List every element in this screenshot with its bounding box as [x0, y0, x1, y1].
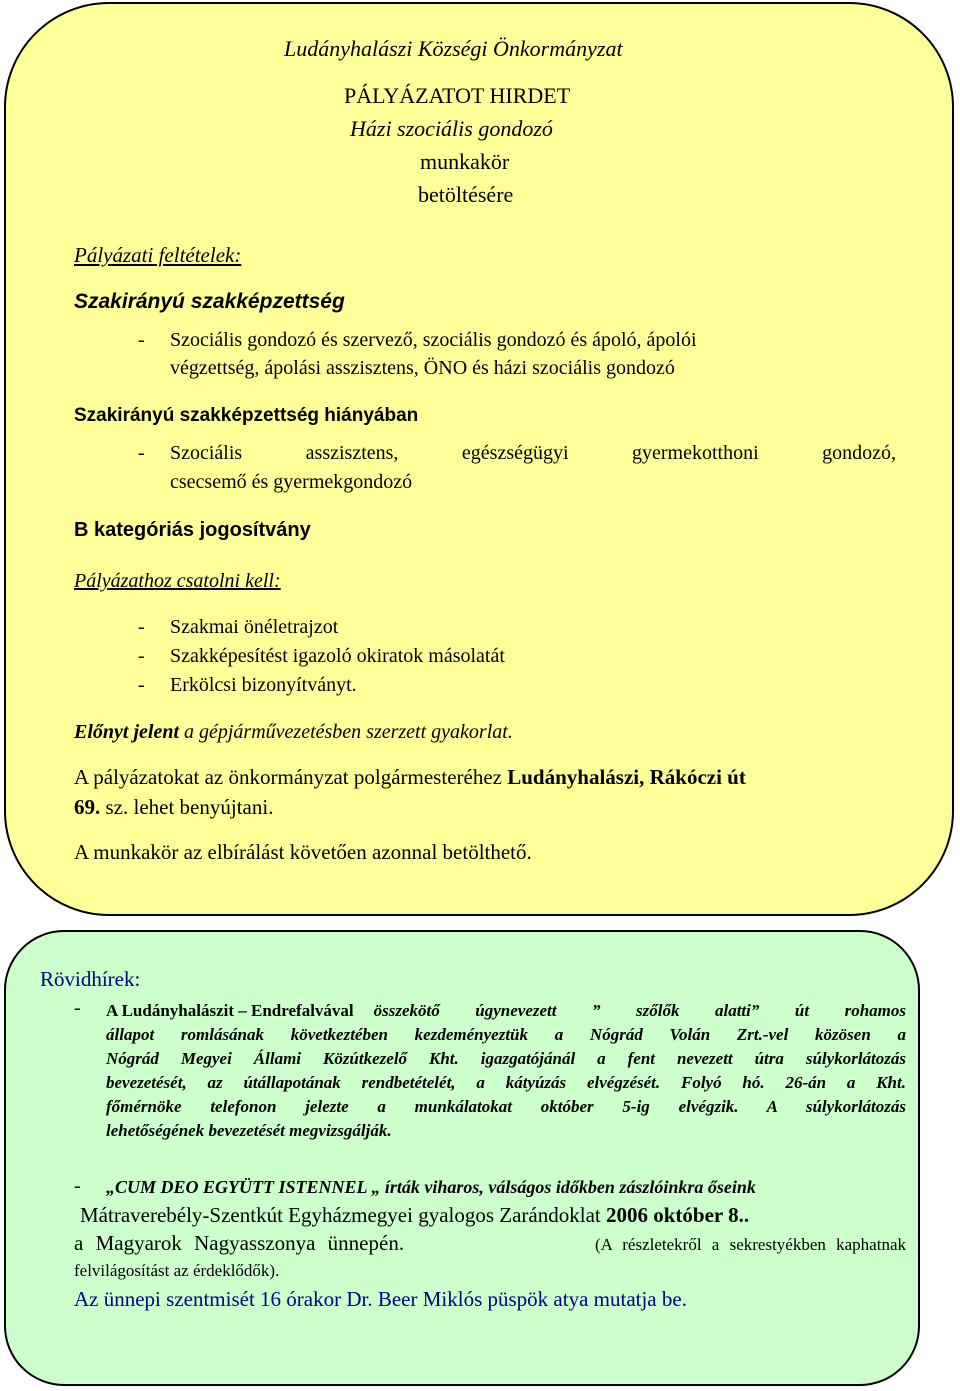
news-item-2-line-5: Az ünnepi szentmisét 16 órakor Dr. Beer Miklós püspök atya mutatja be. — [74, 1287, 687, 1311]
news-heading: Rövidhírek: — [40, 967, 141, 991]
news-item-1-line-2: állapot romlásának következtében kezdeményeztük a Nógrád Volán Zrt.-vel közösen a — [106, 1025, 906, 1044]
position-line-4: betöltésére — [418, 182, 514, 207]
qualification-line-1: Szociális gondozó és szervező, szociális gondozó és ápoló, ápolói — [170, 329, 697, 351]
advantage-rest: a gépjárművezetésben szerzett gyakorlat. — [179, 721, 513, 743]
qualification-line-2: végzettség, ápolási asszisztens, ÖNO és házi szociális gondozó — [170, 357, 675, 379]
pilgrimage-date: 2006 október 8.. — [605, 1203, 750, 1227]
news-item-2-line-4: felvilágosítást az érdeklődők). — [74, 1261, 280, 1280]
conditions-heading: Pályázati feltételek: — [74, 243, 242, 267]
news-item-2-line-3 — [74, 1231, 906, 1256]
news-item-1-dash: - — [74, 997, 81, 1019]
submission-line-1 — [74, 765, 746, 790]
submission-text: A pályázatokat az önkormányzat polgármesteréhez — [74, 765, 508, 789]
news-item-1-line-5: főmérnöke telefonon jelezte a munkálatokat október 5-ig elvégzik. A súlykorlátozás — [106, 1097, 906, 1116]
news-item-2-line-2 — [80, 1203, 749, 1228]
news-item-1-line-4: bevezetését, az útállapotának rendbetételét, a kátyúzás elvégzését. Folyó hó. 26-án a Kht. — [106, 1073, 906, 1092]
news-item-2-dash: - — [74, 1175, 81, 1197]
attachment-item: Szakmai önéletrajzot — [170, 616, 339, 638]
news-item-1-line-1 — [106, 1001, 906, 1021]
news-item-1-line-3: Nógrád Megyei Állami Közútkezelő Kht. igazgatójánál a fent nevezett útra súlykorlátozás — [106, 1049, 906, 1068]
qualification-heading: Szakirányú szakképzettség — [74, 290, 345, 313]
details-note: (A részletekről a sekrestyékben kaphatnak — [595, 1235, 906, 1254]
submission-house-number: 69. — [74, 795, 101, 819]
pilgrimage-name: Mátraverebély-Szentkút Egyházmegyei gyalogos Zarándoklat — [80, 1203, 606, 1227]
submission-text: sz. lehet benyújtani. — [100, 795, 274, 819]
attachment-item: Erkölcsi bizonyítványt. — [170, 674, 357, 696]
organization-name: Ludányhalászi Községi Önkormányzat — [284, 36, 623, 61]
advantage-bold: Előnyt jelent — [74, 721, 179, 743]
attachment-dash: - — [138, 674, 145, 696]
qualification-dash: - — [138, 329, 145, 351]
news-panel — [4, 930, 920, 1386]
attachments-heading: Pályázathoz csatolni kell: — [74, 570, 281, 592]
advantage-line — [74, 721, 513, 744]
attachment-dash: - — [138, 645, 145, 667]
news-item-1-text: összekötő úgynevezett ” szőlők alatti” út rohamos — [373, 1001, 906, 1020]
alt-qualification-heading: Szakirányú szakképzettség hiányában — [74, 405, 419, 426]
attachment-item: Szakképesítést igazoló okiratok másolatát — [170, 645, 505, 667]
feast-name: a Magyarok Nagyasszonya ünnepén. — [74, 1231, 405, 1255]
position-line-3: munkakör — [420, 149, 510, 174]
attachment-dash: - — [138, 616, 145, 638]
license-requirement: B kategóriás jogosítvány — [74, 519, 311, 541]
submission-line-2 — [74, 795, 273, 820]
announce-title: PÁLYÁZATOT HIRDET — [344, 83, 571, 108]
alt-qualification-dash: - — [138, 442, 145, 464]
news-item-1-subject: A Ludányhalászit – Endrefalvával — [106, 1001, 354, 1020]
position-title: Házi szociális gondozó — [350, 116, 553, 141]
news-item-1-line-6: lehetőségének bevezetését megvizsgálják. — [106, 1121, 392, 1140]
alt-qualification-line-2: csecsemő és gyermekgondozó — [170, 471, 413, 493]
submission-address: Ludányhalászi, Rákóczi út — [507, 765, 746, 789]
alt-qualification-line-1: Szociális asszisztens, egészségügyi gyermekotthoni gondozó, — [170, 442, 896, 464]
start-notice: A munkakör az elbírálást követően azonnal betölthető. — [74, 840, 532, 864]
news-item-2-motto: „CUM DEO EGYÜTT ISTENNEL „ írták viharos, válságos időkben zászlóinkra őseink — [106, 1177, 756, 1197]
